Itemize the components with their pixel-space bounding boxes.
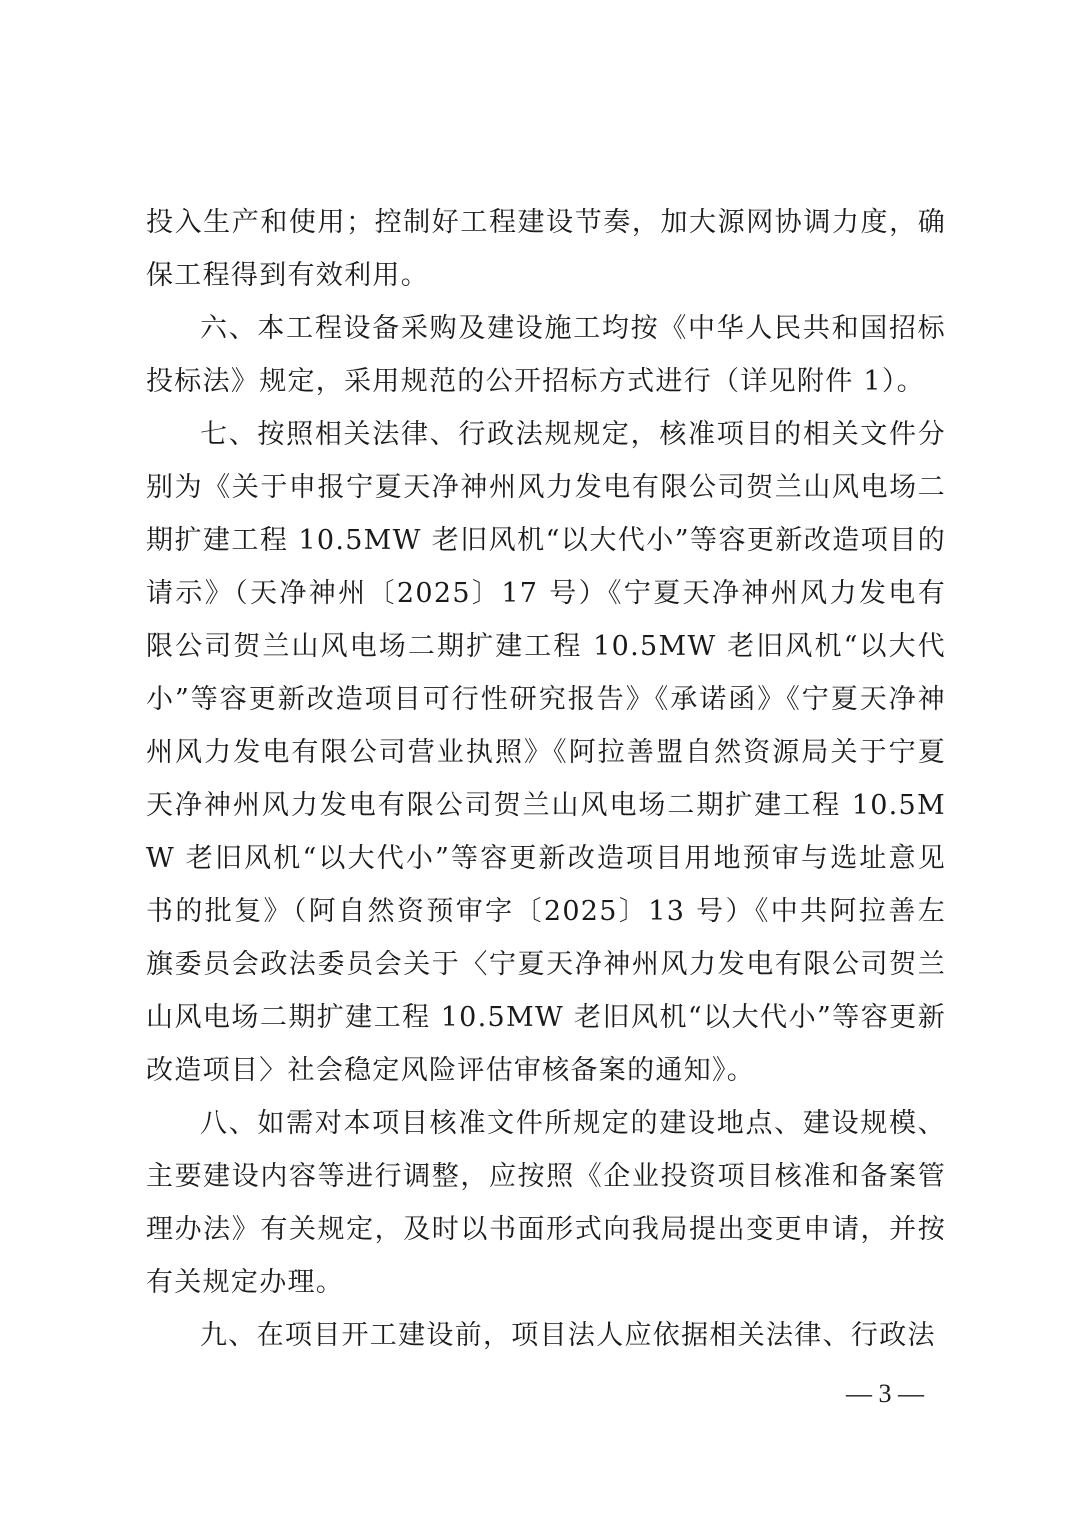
document-body <box>146 196 946 1362</box>
paragraph-item-9: 九、在项目开工建设前，项目法人应依据相关法律、行政法 <box>200 1320 936 1351</box>
paragraph-item-8: 八、如需对本项目核准文件所规定的建设地点、建设规模、主要建设内容等进行调整，应按照《企业投资项目核准和备案管理办法》有关规定，及时以书面形式向我局提出变更申请，并按有关规定办理。 <box>146 1108 946 1298</box>
page-number: — 3 — <box>846 1379 924 1408</box>
paragraph-item-7: 七、按照相关法律、行政法规规定，核准项目的相关文件分别为《关于申报宁夏天净神州风力发电有限公司贺兰山风电场二期扩建工程 10.5MW 老旧风机“以大代小”等容更新改造项目的请示》（天净神州〔2025〕17 号）《宁夏天净神州风力发电有限公司贺兰山风电场二期扩建工程 10.5MW 老旧风机“以大代小”等容更新改造项目可行性研究报告》《承诺函》《宁夏天净神州风力发电有限公司营业执照》《阿拉善盟自然资源局关于宁夏天净神州风力发电有限公司贺兰山风电场二期扩建工程 10.5MW 老旧风机“以大代小”等容更新改造项目用地预审与选址意见书的批复》（阿自然资预审字〔2025〕13 号）《中共阿拉善左旗委员会政法委员会关于〈宁夏天净神州风力发电有限公司贺兰山风电场二期扩建工程 10.5MW 老旧风机“以大代小”等容更新改造项目〉社会稳定风险评估审核备案的通知》。 <box>146 419 946 1086</box>
paragraph-continuation: 投入生产和使用；控制好工程建设节奏，加大源网协调力度，确保工程得到有效利用。 <box>146 207 946 291</box>
paragraph-item-6: 六、本工程设备采购及建设施工均按《中华人民共和国招标投标法》规定，采用规范的公开招标方式进行（详见附件 1）。 <box>146 313 946 397</box>
